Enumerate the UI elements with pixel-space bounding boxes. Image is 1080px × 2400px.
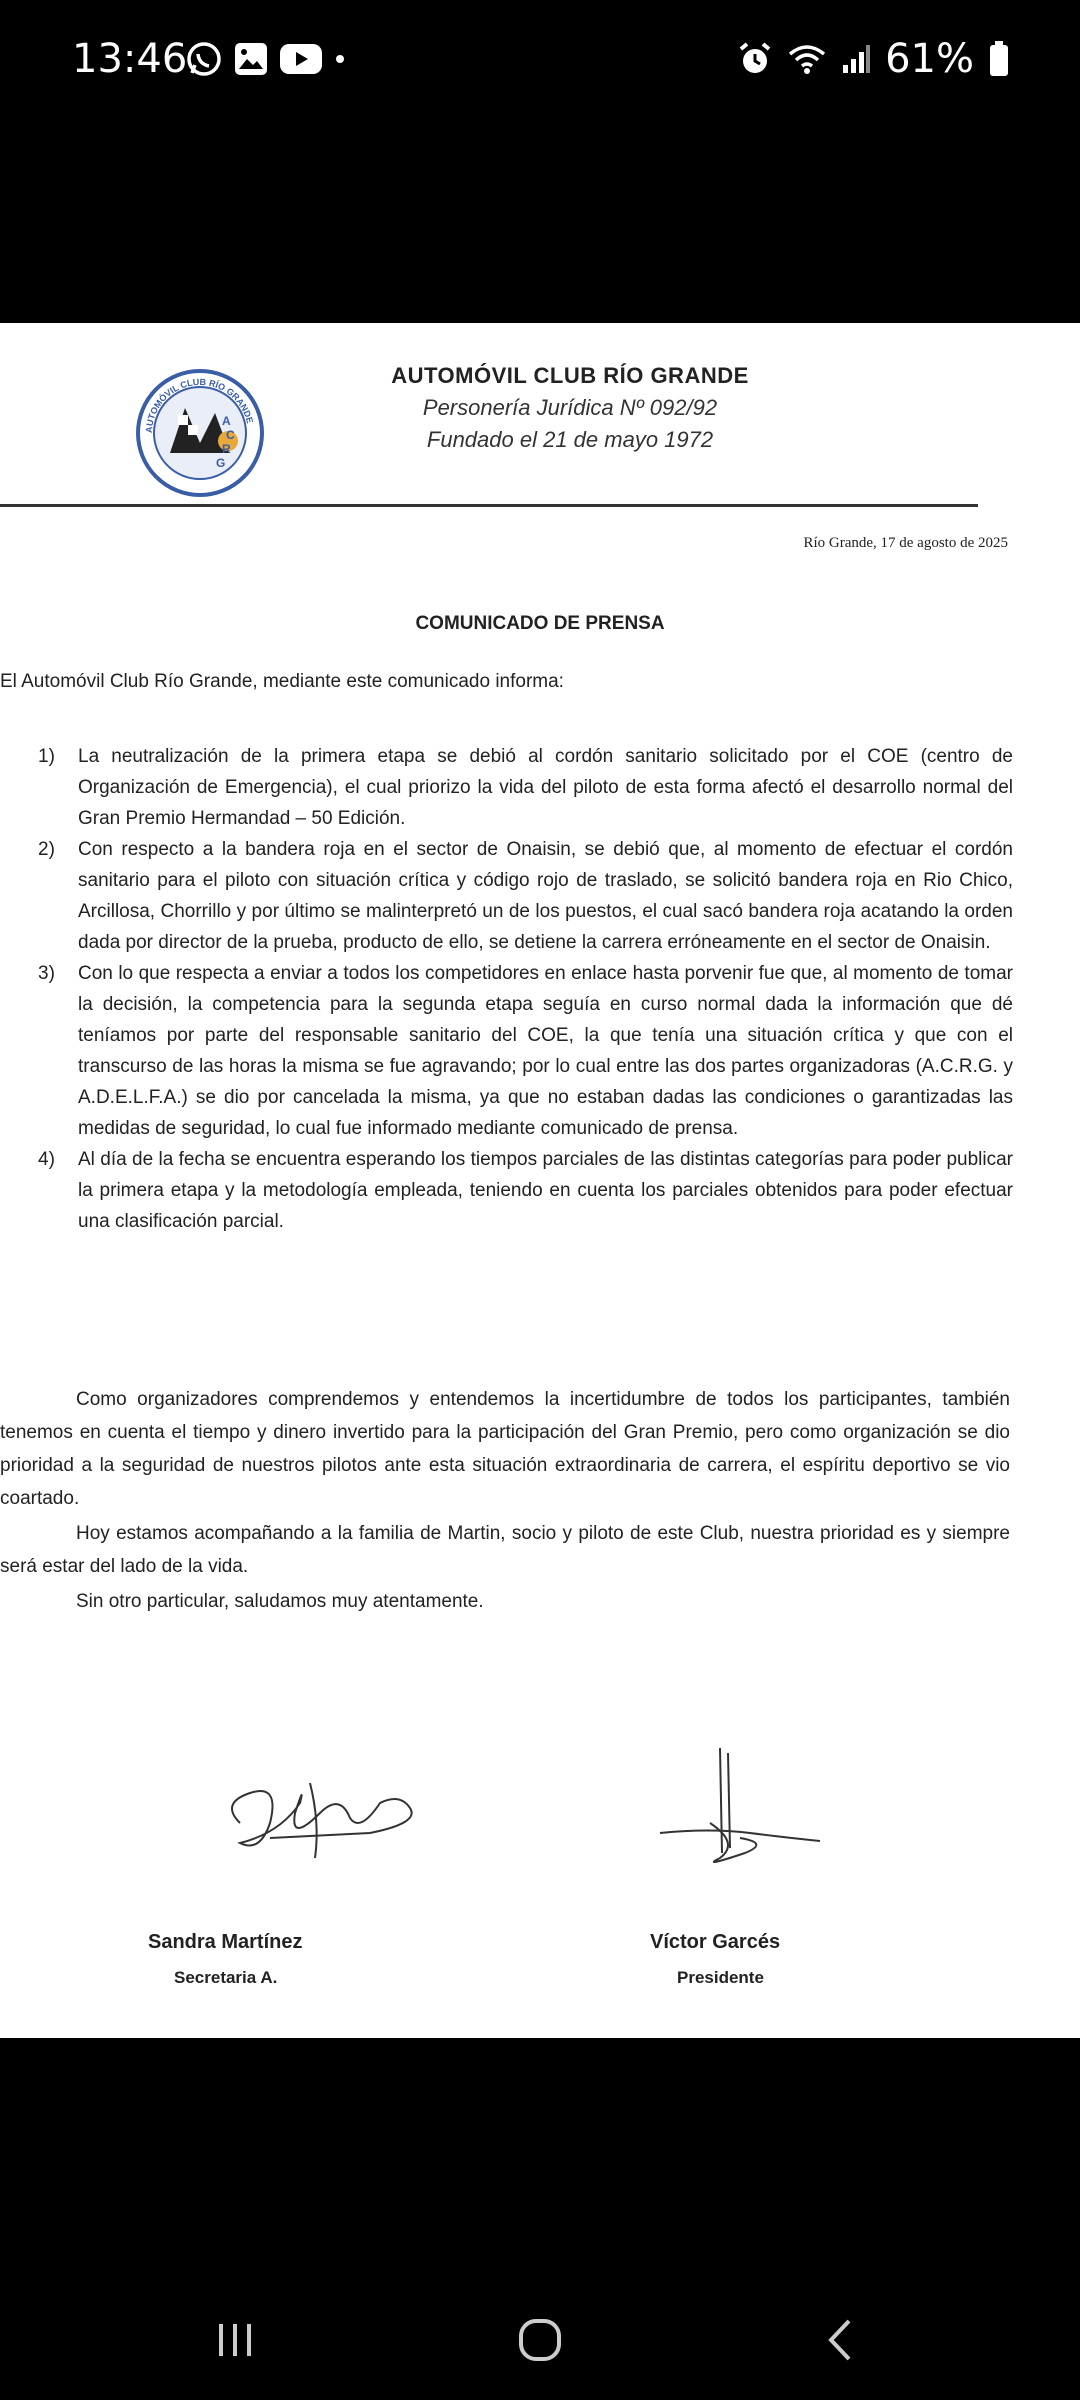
list-item (38, 741, 1013, 834)
svg-text:AUTOMÓVIL CLUB RÍO GRANDE: AUTOMÓVIL CLUB RÍO GRANDE (143, 376, 255, 434)
svg-text:C: C (226, 428, 235, 442)
sign-off: Sin otro particular, saludamos muy atentamente. (76, 1591, 484, 1612)
document-image (0, 323, 1080, 2038)
signatory-role: Secretaria A. (174, 1968, 278, 1987)
item-number: 2) (38, 839, 55, 860)
gallery-icon (233, 41, 269, 77)
home-icon (517, 2317, 563, 2363)
club-name: AUTOMÓVIL CLUB RÍO GRANDE (391, 363, 749, 388)
item-text: La neutralización de la primera etapa se debió al cordón sanitario solicitado por el COE (centro de Organización de Emergencia), el cual priorizo la vida del piloto de esta forma afectó el desarrollo normal del Gran Premio Hermandad – 50 Edición. (78, 746, 1013, 829)
dot-icon (333, 52, 347, 66)
signal-icon (841, 43, 871, 75)
document-date: Río Grande, 17 de agosto de 2025 (803, 535, 1008, 551)
system-icons (737, 36, 1010, 82)
paragraph: Hoy estamos acompañando a la familia de Martin, socio y piloto de este Club, nuestra prioridad es y siempre será estar del lado de la vida. (0, 1523, 1010, 1577)
numbered-list (38, 741, 1013, 1237)
signatory-name: Sandra Martínez (148, 1931, 303, 1953)
item-number: 3) (38, 963, 55, 984)
recent-apps-icon (213, 2320, 257, 2360)
header-divider (0, 504, 978, 507)
home-button[interactable] (500, 2300, 580, 2380)
youtube-icon (279, 42, 323, 76)
paragraph: Como organizadores comprendemos y entendemos la incertidumbre de todos los participantes, también tenemos en cuenta el tiempo y dinero invertido para la participación del Gran Premio, pero como organización se dio prioridad a la seguridad de nuestros pilotos ante esta situación extraordinaria de carrera, el espíritu deportivo se vio coartado. (0, 1389, 1010, 1509)
svg-text:R: R (222, 442, 231, 456)
legal-registration: Personería Jurídica Nº 092/92 (422, 395, 718, 420)
status-time: 13:46 (72, 36, 188, 82)
notification-icons (185, 40, 347, 78)
battery-icon (988, 40, 1010, 78)
recent-apps-button[interactable] (195, 2300, 275, 2380)
letterhead (330, 363, 810, 453)
alarm-icon (737, 41, 773, 77)
signature-sandra (210, 1763, 430, 1873)
status-bar (0, 0, 1080, 120)
item-number: 4) (38, 1149, 55, 1170)
item-text: Con lo que respecta a enviar a todos los competidores en enlace hasta porvenir fue que, al momento de tomar la decisión, la competencia para la segunda etapa seguía en curso normal dada la información que dé teníamos por parte del responsable sanitario del COE, la que tenía una situación crítica y que con el transcurso de las horas la misma se fue agravando; por lo cual entre las dos partes organizadoras (A.C.R.G. y A.D.E.L.F.A.) se dio por cancelada la misma, ya que no estaban dadas las condiciones o garantizadas las medidas de seguridad, lo cual fue informado mediante comunicado de prensa. (78, 963, 1013, 1139)
back-icon (825, 2317, 855, 2363)
battery-percent: 61% (885, 36, 974, 82)
club-logo (130, 363, 270, 503)
back-button[interactable] (800, 2300, 880, 2380)
whatsapp-icon (185, 40, 223, 78)
svg-text:A: A (222, 414, 231, 428)
intro-text: El Automóvil Club Río Grande, mediante este comunicado informa: (0, 671, 564, 692)
item-text: Al día de la fecha se encuentra esperando los tiempos parciales de las distintas categorías para poder publicar la primera etapa y la metodología empleada, teniendo en cuenta los parciales obtenidos para poder efectuar una clasificación parcial. (78, 1149, 1013, 1232)
navigation-bar (0, 2280, 1080, 2400)
svg-text:G: G (216, 456, 226, 470)
document-title: COMUNICADO DE PRENSA (415, 613, 665, 634)
signatory-name: Víctor Garcés (650, 1931, 781, 1953)
list-item (38, 958, 1013, 1144)
item-text: Con respecto a la bandera roja en el sector de Onaisin, se debió que, al momento de efectuar el cordón sanitario para el piloto con situación crítica y código rojo de traslado, se solicitó bandera roja en Rio Chico, Arcillosa, Chorrillo y por último se malinterpretó un de los puestos, el cual sacó bandera roja acatando la orden dada por director de la prueba, producto de ello, se detiene la carrera erróneamente en el sector de Onaisin. (78, 839, 1013, 953)
item-number: 1) (38, 746, 55, 767)
list-item (38, 1144, 1013, 1237)
closing-paragraphs (0, 1383, 1010, 1620)
signatory-role: Presidente (677, 1968, 764, 1987)
wifi-icon (787, 42, 827, 76)
founding-date: Fundado el 21 de mayo 1972 (426, 427, 714, 452)
signature-victor (650, 1743, 830, 1883)
list-item (38, 834, 1013, 958)
